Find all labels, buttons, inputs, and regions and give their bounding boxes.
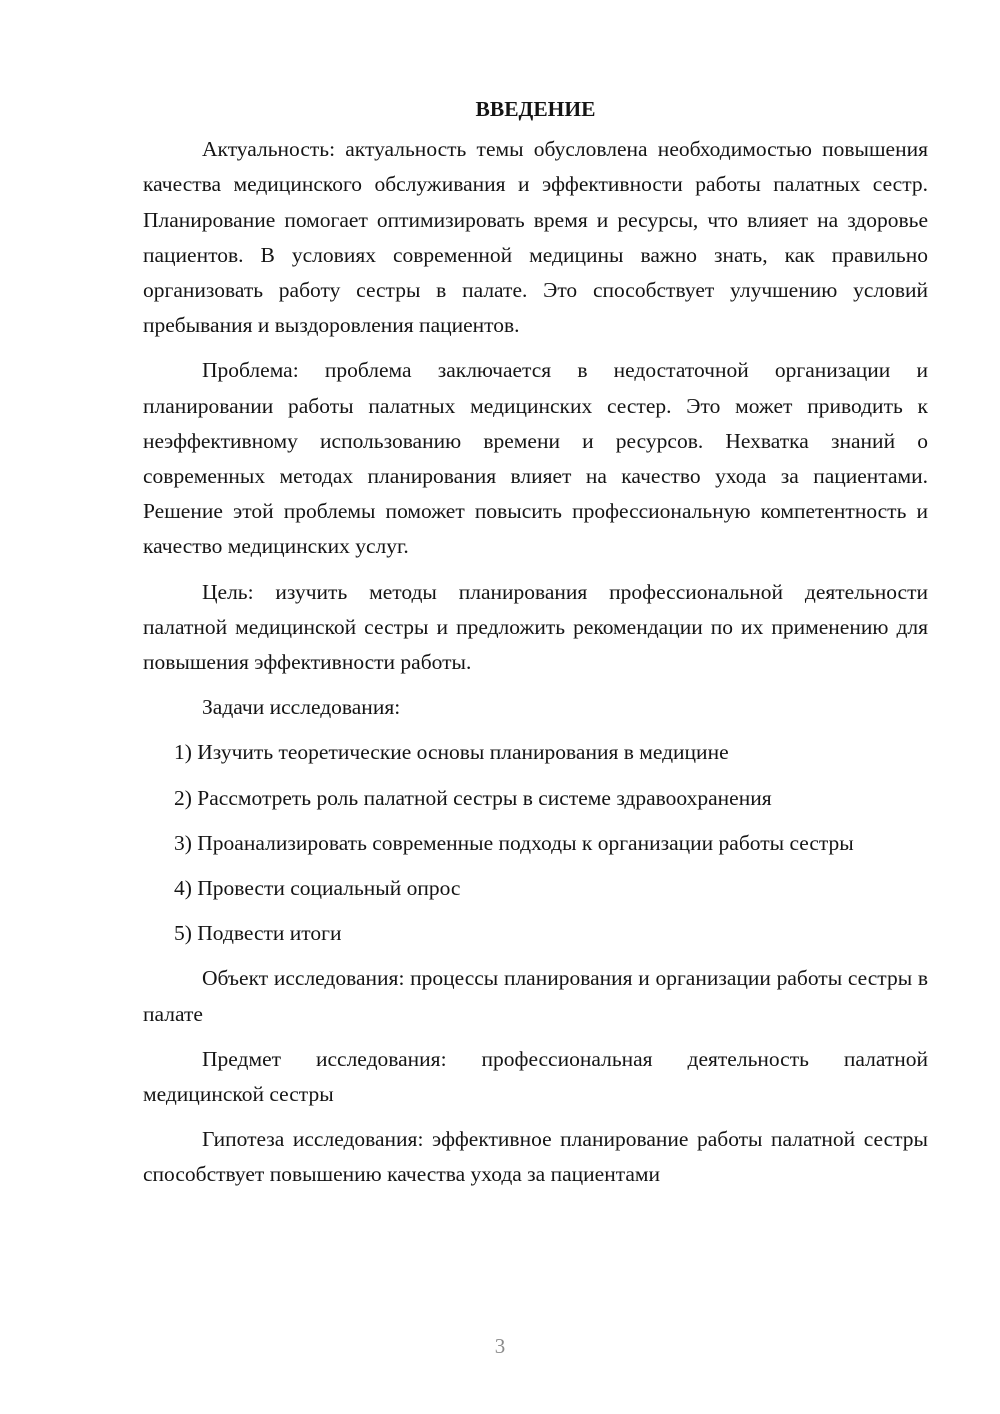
task-item: 4) Провести социальный опрос: [174, 876, 461, 901]
document-body: [143, 92, 928, 1203]
goal-paragraph: Цель: изучить методы планирования профессиональной деятельности палатной медицинской сестры и предложить рекомендации по их применению для повышения эффективности работы.: [143, 579, 928, 675]
task-item: 5) Подвести итоги: [174, 921, 342, 946]
section-heading: ВВЕДЕНИЕ: [475, 97, 596, 121]
task-item: 1) Изучить теоретические основы планирования в медицине: [174, 740, 729, 765]
page-number: 3: [494, 1334, 506, 1358]
object-paragraph: Объект исследования: процессы планирования и организации работы сестры в палате: [143, 966, 928, 1026]
task-item: 3) Проанализировать современные подходы к организации работы сестры: [174, 830, 854, 855]
subject-paragraph: Предмет исследования: профессиональная деятельность палатной медицинской сестры: [143, 1046, 928, 1107]
hypothesis-paragraph: Гипотеза исследования: эффективное планирование работы палатной сестры способствует повышению качества ухода за пациентами: [143, 1127, 928, 1187]
task-item: 2) Рассмотреть роль палатной сестры в системе здравоохранения: [174, 785, 772, 810]
relevance-paragraph: Актуальность: актуальность темы обусловлена необходимостью повышения качества медицинского обслуживания и эффективности работы палатных сестр. Планирование помогает оптимизировать время и ресурсы, что влияет на здоровье пациентов. В условиях современной медицины важно знать, как правильно организовать работу сестры в палате. Это способствует улучшению условий пребывания и выздоровления пациентов.: [143, 137, 928, 338]
tasks-heading: Задачи исследования:: [202, 695, 401, 720]
problem-paragraph: Проблема: проблема заключается в недостаточной организации и планировании работы палатных медицинских сестер. Это может приводить к неэффективному использованию времени и ресурсов. Нехватка знаний о современных методах планирования влияет на качество ухода за пациентами. Решение этой проблемы поможет повысить профессиональную компетентность и качество медицинских услуг.: [143, 358, 928, 559]
